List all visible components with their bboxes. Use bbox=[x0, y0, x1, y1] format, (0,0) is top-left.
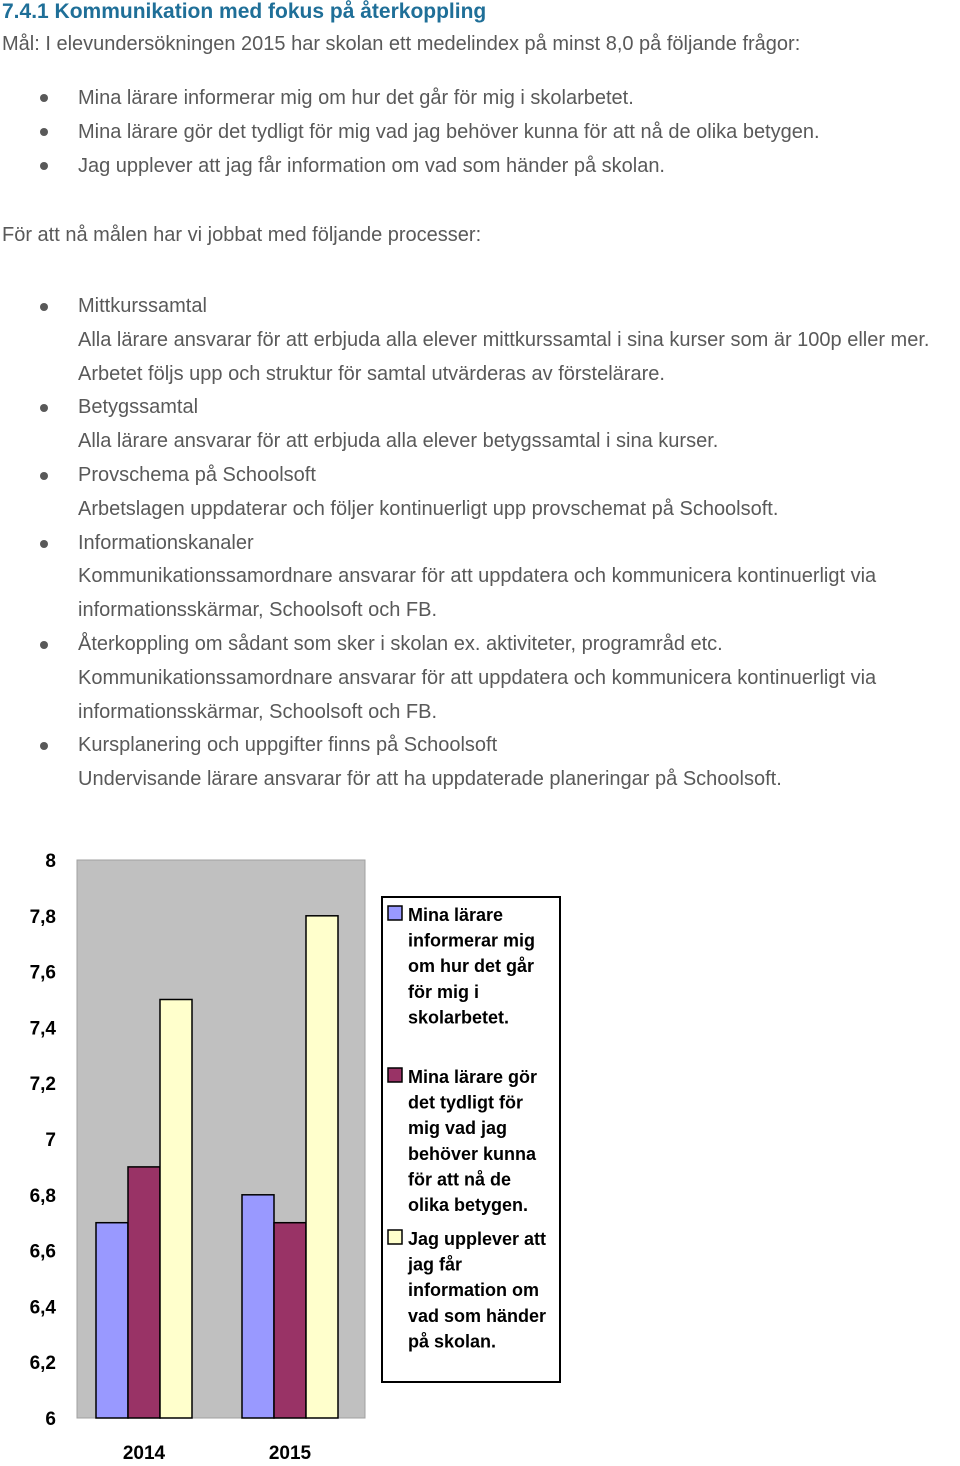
process-title: Informationskanaler bbox=[78, 531, 254, 554]
question-list bbox=[0, 86, 820, 188]
list-item bbox=[0, 120, 820, 154]
process-description: Undervisande lärare ansvarar för att ha uppdaterade planeringar på Schoolsoft. bbox=[78, 768, 782, 791]
bar-chart bbox=[0, 840, 960, 1461]
y-tick-label: 8 bbox=[45, 851, 56, 872]
bullet-icon bbox=[40, 540, 48, 548]
bullet-icon bbox=[40, 472, 48, 480]
y-tick-label: 7,2 bbox=[29, 1074, 56, 1096]
list-item bbox=[0, 527, 960, 628]
bar bbox=[96, 1223, 128, 1418]
process-description: Arbetslagen uppdaterar och följer kontinuerligt upp provschemat på Schoolsoft. bbox=[78, 497, 779, 520]
section-heading: 7.4.1 Kommunikation med fokus på återkoppling bbox=[2, 0, 487, 23]
bullet-icon bbox=[40, 162, 48, 170]
list-item bbox=[0, 154, 820, 188]
process-title: Kursplanering och uppgifter finns på Schoolsoft bbox=[78, 734, 498, 757]
bar bbox=[242, 1195, 274, 1418]
bar bbox=[128, 1167, 160, 1418]
process-title: Återkoppling om sådant som sker i skolan ex. aktiviteter, programråd etc. bbox=[78, 632, 723, 655]
legend-swatch bbox=[388, 1230, 402, 1244]
bullet-icon bbox=[40, 404, 48, 412]
intro-text: För att nå målen har vi jobbat med följande processer: bbox=[2, 224, 482, 246]
process-description: Alla lärare ansvarar för att erbjuda alla elever betygssamtal i sina kurser. bbox=[78, 430, 719, 453]
y-tick-label: 6,6 bbox=[29, 1241, 56, 1263]
legend-label: Mina lärare gör det tydligt för mig vad jag behöver kunna för att nå de olika betygen. bbox=[408, 1067, 538, 1215]
legend-label: Jag upplever att jag får information om vad som händer på skolan. bbox=[408, 1229, 547, 1352]
bullet-icon bbox=[40, 94, 48, 102]
legend-label: Mina lärare informerar mig om hur det går för mig i skolarbetet. bbox=[408, 905, 536, 1028]
x-tick-label: 2014 bbox=[122, 1443, 166, 1461]
bar-chart-svg bbox=[0, 840, 960, 1461]
goal-text: Mål: I elevundersökningen 2015 har skolan ett medelindex på minst 8,0 på följande frågor: bbox=[2, 33, 801, 55]
list-item bbox=[0, 459, 960, 527]
x-tick-label: 2015 bbox=[268, 1443, 312, 1461]
list-item bbox=[0, 391, 960, 459]
process-description: Kommunikationssamordnare ansvarar för att uppdatera och kommunicera kontinuerligt via informationsskärmar, Schoolsoft och FB. bbox=[78, 666, 877, 723]
legend-swatch bbox=[388, 1068, 402, 1082]
list-item bbox=[0, 290, 960, 391]
process-title: Mittkurssamtal bbox=[78, 295, 207, 317]
bullet-icon bbox=[40, 641, 48, 649]
y-tick-label: 6,4 bbox=[29, 1297, 56, 1319]
y-tick-label: 7,4 bbox=[29, 1018, 56, 1040]
question-text: Mina lärare gör det tydligt för mig vad jag behöver kunna för att nå de olika betygen. bbox=[78, 121, 820, 143]
y-tick-label: 6 bbox=[45, 1409, 56, 1430]
bar bbox=[160, 1000, 192, 1419]
bar bbox=[306, 916, 338, 1418]
y-tick-label: 7,6 bbox=[29, 962, 56, 984]
question-text: Mina lärare informerar mig om hur det går för mig i skolarbetet. bbox=[78, 87, 634, 109]
process-description: Alla lärare ansvarar för att erbjuda alla elever mittkurssamtal i sina kurser som är 100p eller mer. Arbetet följs upp och struktur för samtal utvärderas av förstelärare. bbox=[78, 328, 930, 385]
list-item bbox=[0, 86, 820, 120]
process-description: Kommunikationssamordnare ansvarar för att uppdatera och kommunicera kontinuerligt via informationsskärmar, Schoolsoft och FB. bbox=[78, 565, 877, 622]
y-tick-label: 7 bbox=[45, 1130, 56, 1151]
bullet-icon bbox=[40, 303, 48, 311]
y-tick-label: 6,8 bbox=[29, 1185, 56, 1207]
process-title: Betygssamtal bbox=[78, 396, 199, 419]
y-tick-label: 6,2 bbox=[29, 1353, 56, 1375]
legend-swatch bbox=[388, 906, 402, 920]
bar bbox=[274, 1223, 306, 1418]
process-title: Provschema på Schoolsoft bbox=[78, 463, 316, 486]
bullet-icon bbox=[40, 128, 48, 136]
bullet-icon bbox=[40, 742, 48, 750]
list-item bbox=[0, 729, 960, 797]
list-item bbox=[0, 628, 960, 729]
process-list bbox=[0, 290, 960, 797]
y-tick-label: 7,8 bbox=[29, 906, 56, 928]
question-text: Jag upplever att jag får information om vad som händer på skolan. bbox=[78, 155, 665, 177]
